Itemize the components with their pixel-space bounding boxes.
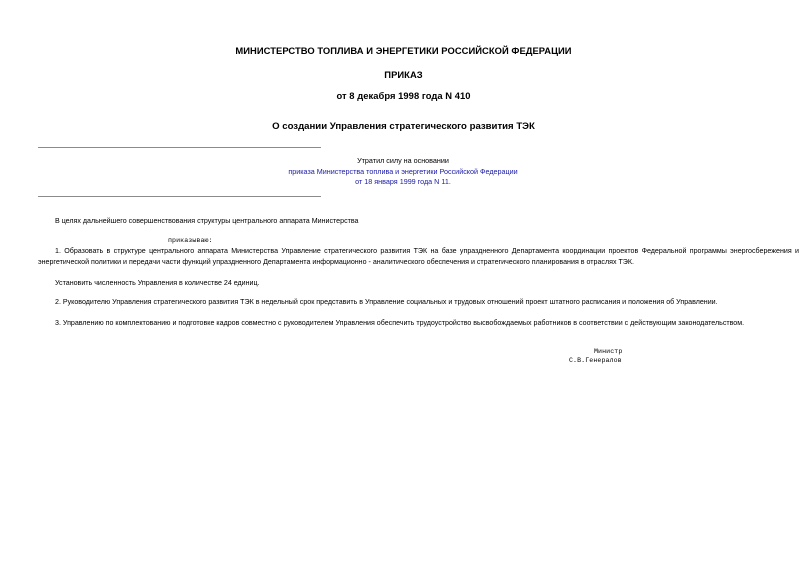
item-3-paragraph: 3. Управлению по комплектованию и подготовке кадров совместно с руководителем Управления обеспечить трудоустройство высвобождаемых работников в соответствии с действующим законодательством. xyxy=(55,319,745,327)
date-number-heading: от 8 декабря 1998 года N 410 xyxy=(336,90,471,101)
ministry-heading: МИНИСТЕРСТВО ТОПЛИВА И ЭНЕРГЕТИКИ РОССИЙСКОЙ ФЕДЕРАЦИИ xyxy=(235,45,572,56)
item-1-paragraph: 1. Образовать в структуре центрального аппарата Министерства Управление стратегического развития ТЭК на базе упраздненного Департамента координации проектов Федеральной программы энергосбережения и энергетической политики и передачи части функций упраздненного Департамента информационно - аналитического обеспечения и стратегического планирования в отраслях ТЭК. xyxy=(38,247,799,266)
item-2-paragraph: 2. Руководителю Управления стратегического развития ТЭК в недельный срок представить в Управление социальных и трудовых отношений проект штатного расписания и положения об Управлении. xyxy=(55,298,718,306)
doc-type-heading: ПРИКАЗ xyxy=(384,69,423,80)
status-note-line1: Утратил силу на основании xyxy=(357,156,449,165)
repeal-order-date-link[interactable]: от 18 января 1999 года N 11. xyxy=(355,177,451,186)
order-word: приказываю: xyxy=(168,237,213,244)
status-note xyxy=(180,156,626,188)
repeal-order-link[interactable]: приказа Министерства топлива и энергетики Российской Федерации xyxy=(288,166,518,176)
intro-paragraph: В целях дальнейшего совершенствования структуры центрального аппарата Министерства xyxy=(55,217,359,225)
signature-name: С.В.Генералов xyxy=(569,357,622,364)
document-title: О создании Управления стратегического развития ТЭК xyxy=(272,121,535,132)
bottom-divider xyxy=(38,196,321,197)
signature-position: Министр xyxy=(594,348,623,355)
staff-paragraph: Установить численность Управления в количестве 24 единиц. xyxy=(55,279,260,287)
top-divider xyxy=(38,147,321,148)
